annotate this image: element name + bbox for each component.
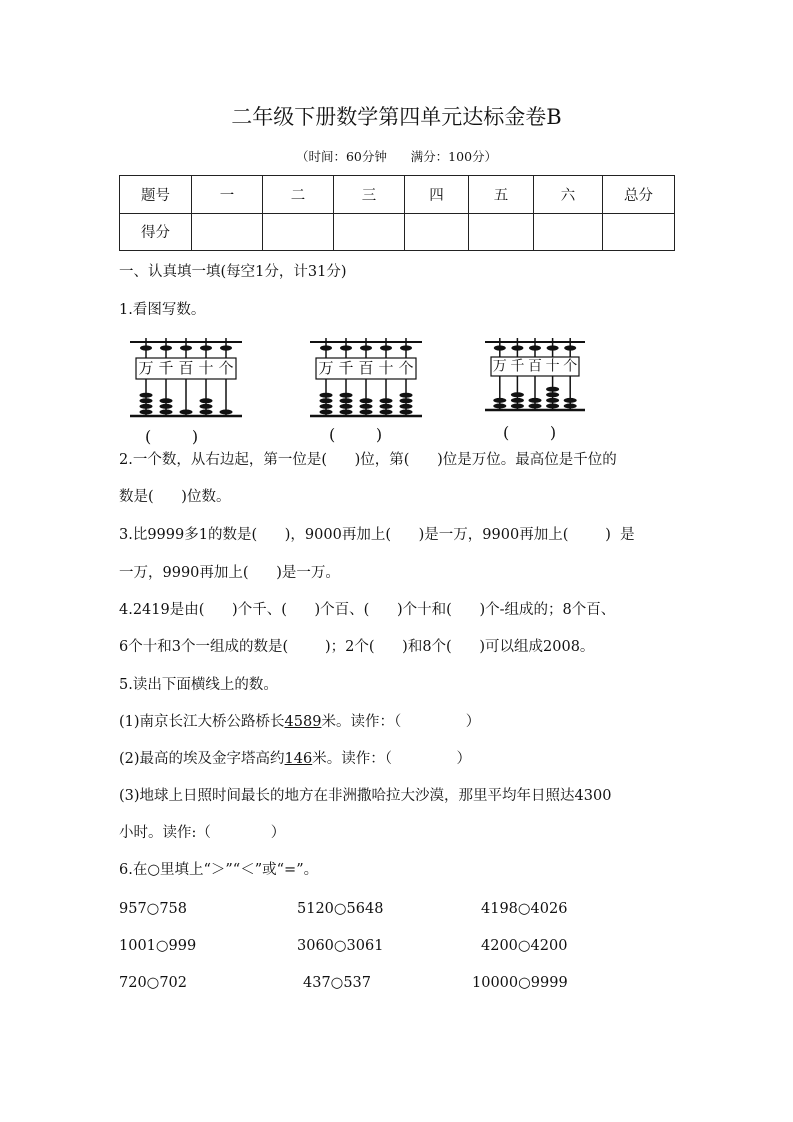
exam-time-and-score: （时间：60分钟 满分：100分）: [295, 149, 498, 164]
abacus-bead: [340, 410, 353, 415]
score-cell[interactable]: [603, 213, 675, 251]
underlined-number: 4589: [284, 714, 322, 730]
abacus-place-label: 千: [158, 359, 174, 378]
abacus-bead: [511, 392, 524, 397]
abacus-top-bead: [511, 345, 523, 350]
score-table-score-row: [120, 213, 675, 251]
question-5-item-2: [119, 750, 471, 768]
abacus-bead: [140, 393, 153, 398]
abacus-bead: [400, 393, 413, 398]
abacus-bead: [360, 410, 373, 415]
compare-item: 3060○3061: [297, 938, 384, 954]
underlined-number: 146: [284, 751, 313, 767]
item-text: (1)南京长江大桥公路桥长: [119, 714, 285, 730]
abacus-bead: [493, 398, 506, 403]
abacus-bead: [360, 398, 373, 403]
score-cell[interactable]: [334, 213, 405, 251]
question-2-line-1: 2.一个数，从右边起，第一位是( )位，第( )位是万位。最高位是千位的: [119, 452, 617, 468]
abacus-place-label: 个: [563, 358, 578, 375]
abacus-bead: [340, 398, 353, 403]
question-5-item-3-line-1: (3)地球上日照时间最长的地方在非洲撒哈拉大沙漠，那里平均年日照达4300: [119, 788, 612, 804]
abacus-bead: [493, 404, 506, 409]
abacus-bead: [564, 404, 577, 409]
question-2-line-2: 数是( )位数。: [119, 489, 231, 505]
abacus-bead: [200, 410, 213, 415]
abacus-top-bead: [400, 345, 412, 350]
abacus-top-bead: [360, 345, 372, 350]
abacus-top-bead: [180, 345, 192, 350]
abacus-bead: [511, 404, 524, 409]
compare-item: 957○758: [119, 901, 188, 917]
abacus-bead: [200, 398, 213, 403]
header-cell: 题号: [120, 176, 192, 214]
abacus-place-label: 百: [358, 359, 374, 378]
abacus-bead: [546, 392, 559, 397]
abacus-bead: [380, 410, 393, 415]
compare-item: 10000○9999: [472, 975, 568, 991]
header-cell: 三: [334, 176, 405, 214]
compare-item: 5120○5648: [297, 901, 384, 917]
abacus-bead: [140, 410, 153, 415]
abacus-top-bead: [564, 345, 576, 350]
question-4-line-2: 6个十和3个一组成的数是( )；2个( )和8个( )可以组成2008。: [119, 639, 595, 655]
abacus-top-bead: [160, 345, 172, 350]
abacus-bead: [160, 398, 173, 403]
page-title: 二年级下册数学第四单元达标金卷B: [231, 105, 562, 129]
abacus-top-bead: [529, 345, 541, 350]
header-cell: 六: [534, 176, 603, 214]
abacus-place-label: 十: [545, 358, 560, 375]
abacus-bead: [529, 404, 542, 409]
header-cell: 二: [263, 176, 334, 214]
answer-blank-1[interactable]: ( ): [145, 427, 199, 446]
score-cell[interactable]: [192, 213, 263, 251]
header-cell: 总分: [603, 176, 675, 214]
abacus-bead: [160, 410, 173, 415]
abacus-bead: [529, 398, 542, 403]
abacus-3: [485, 336, 585, 416]
question-3-line-2: 一万，9990再加上( )是一万。: [119, 565, 340, 581]
header-cell: 一: [192, 176, 263, 214]
abacus-bead: [360, 404, 373, 409]
abacus-1: [130, 336, 242, 422]
item-answer: 米。读作：（ ）: [312, 751, 472, 767]
abacus-bead: [546, 398, 559, 403]
row-label-cell: 得分: [120, 213, 192, 251]
abacus-place-label: 万: [318, 359, 334, 378]
abacus-top-bead: [340, 345, 352, 350]
abacus-place-label: 千: [338, 359, 354, 378]
abacus-bead: [511, 398, 524, 403]
question-5-item-1: [119, 713, 480, 731]
score-cell[interactable]: [405, 213, 469, 251]
score-table-header-row: [120, 176, 675, 214]
score-cell[interactable]: [534, 213, 603, 251]
abacus-bead: [546, 387, 559, 392]
compare-item: 720○702: [119, 975, 188, 991]
compare-item: 4198○4026: [481, 901, 568, 917]
compare-item: 1001○999: [119, 938, 197, 954]
abacus-bead: [220, 410, 233, 415]
abacus-bead: [180, 410, 193, 415]
abacus-bead: [320, 404, 333, 409]
abacus-top-bead: [547, 345, 559, 350]
abacus-place-label: 十: [378, 359, 394, 378]
abacus-bead: [400, 410, 413, 415]
abacus-bead: [546, 404, 559, 409]
question-4-line-1: 4.2419是由( )个千、( )个百、( )个十和( )个-组成的；8个百、: [119, 602, 616, 618]
item-text: (2)最高的埃及金字塔高约: [119, 751, 285, 767]
abacus-bead: [320, 410, 333, 415]
abacus-bead: [160, 404, 173, 409]
abacus-top-bead: [200, 345, 212, 350]
abacus-bead: [564, 398, 577, 403]
abacus-top-bead: [320, 345, 332, 350]
question-3-line-1: 3.比9999多1的数是( )，9000再加上( )是一万，9900再加上( ) 是: [119, 527, 635, 543]
abacus-place-label: 十: [198, 359, 214, 378]
abacus-place-label: 个: [218, 359, 234, 378]
question-6: 6.在○里填上“＞”“＜”或“=”。: [119, 862, 319, 878]
abacus-place-label: 千: [510, 358, 525, 375]
abacus-bead: [320, 393, 333, 398]
abacus-bead: [140, 398, 153, 403]
header-cell: 四: [405, 176, 469, 214]
score-table: [119, 175, 675, 251]
abacus-place-label: 百: [528, 358, 542, 375]
answer-blank-3[interactable]: ( ): [503, 423, 557, 442]
abacus-place-label: 个: [398, 359, 414, 378]
question-5: 5.读出下面横线上的数。: [119, 677, 278, 693]
section-heading: 一、认真填一填(每空1分，计31分): [119, 264, 347, 280]
abacus-top-bead: [380, 345, 392, 350]
abacus-top-bead: [220, 345, 232, 350]
header-cell: 五: [469, 176, 534, 214]
abacus-bead: [200, 404, 213, 409]
abacus-top-bead: [140, 345, 152, 350]
answer-blank-2[interactable]: ( ): [329, 425, 383, 444]
question-5-item-3-line-2: 小时。读作:（ ）: [119, 825, 286, 841]
score-cell[interactable]: [263, 213, 334, 251]
abacus-bead: [380, 398, 393, 403]
abacus-bead: [400, 398, 413, 403]
abacus-2: [310, 336, 422, 422]
abacus-place-label: 万: [138, 359, 154, 378]
abacus-place-label: 万: [492, 358, 507, 375]
compare-item: 437○537: [303, 975, 372, 991]
abacus-bead: [140, 404, 153, 409]
score-cell[interactable]: [469, 213, 534, 251]
abacus-place-label: 百: [178, 359, 194, 378]
abacus-bead: [340, 404, 353, 409]
item-answer: 米。读作：（ ）: [321, 714, 481, 730]
abacus-bead: [400, 404, 413, 409]
abacus-bead: [380, 404, 393, 409]
abacus-bead: [340, 393, 353, 398]
question-1: 1.看图写数。: [119, 302, 206, 318]
abacus-top-bead: [494, 345, 506, 350]
compare-item: 4200○4200: [481, 938, 568, 954]
abacus-bead: [320, 398, 333, 403]
